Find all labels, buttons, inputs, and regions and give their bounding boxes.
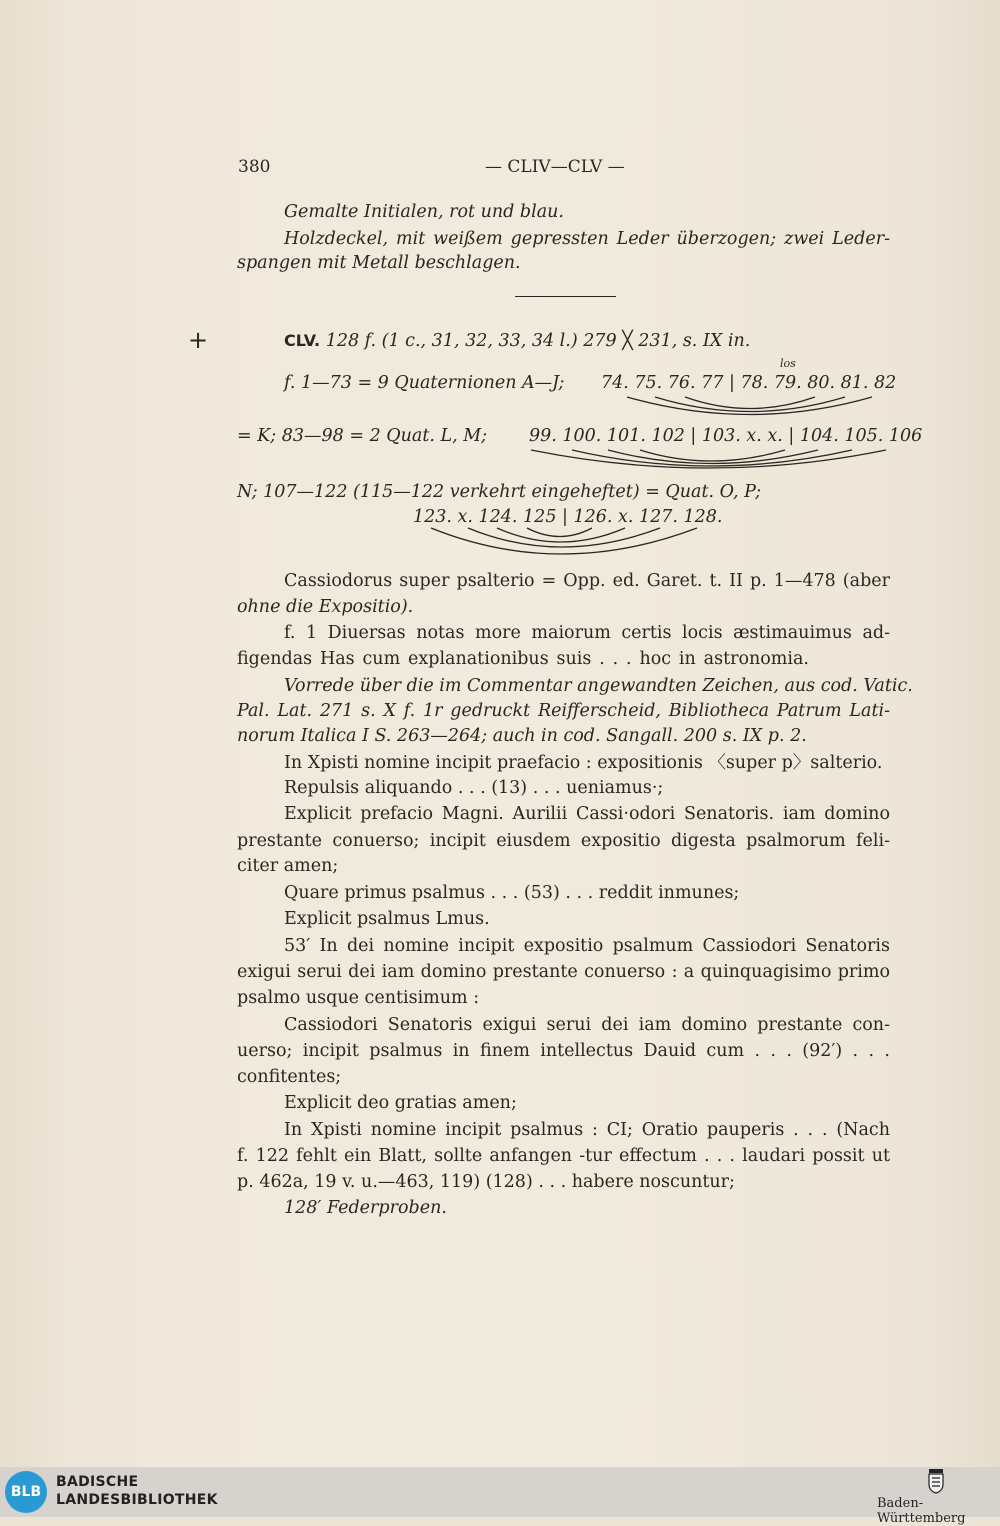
library-name-line-1: BADISCHE xyxy=(56,1474,139,1490)
body-line-20: confitentes; xyxy=(237,1067,342,1087)
entry-description: 128 f. (1 c., 31, 32, 33, 34 l.) 279 ╳ 231, s. IX in. xyxy=(325,331,751,351)
body-line-08: In Xpisti nomine incipit praefacio : expositionis 〈super p〉salterio. xyxy=(284,753,883,773)
body-line-13: Quare primus psalmus . . . (53) . . . reddit inmunes; xyxy=(284,883,740,903)
body-line-07: norum Italica I S. 263—264; auch in cod. Sangall. 200 s. IX p. 2. xyxy=(237,726,807,746)
state-label: Baden-Württemberg xyxy=(877,1496,966,1526)
blb-logo[interactable]: BLB xyxy=(5,1471,47,1513)
body-line-16: exigui serui dei iam domino prestante conuerso : a quinquagisimo primo xyxy=(237,962,890,982)
body-line-19: uerso; incipit psalmus in finem intellectus Dauid cum . . . (92′) . . . xyxy=(237,1041,890,1061)
quire-line-2-left: = K; 83—98 = 2 Quat. L, M; xyxy=(237,426,488,446)
body-line-09: Repulsis aliquando . . . (13) . . . ueniamus·; xyxy=(284,778,664,798)
running-title: — CLIV—CLV — xyxy=(485,157,625,177)
body-line-17: psalmo usque centisimum : xyxy=(237,988,480,1008)
bracket-2-inner xyxy=(640,450,785,461)
body-line-14: Explicit psalmus Lmus. xyxy=(284,909,490,929)
quire-line-2-right: 99. 100. 101. 102 | 103. x. x. | 104. 105. 106 xyxy=(529,426,923,446)
body-line-18: Cassiodori Senatoris exigui serui dei iam domino prestante con- xyxy=(284,1015,890,1035)
quire-line-3: N; 107—122 (115—122 verkehrt eingeheftet) = Quat. O, P; xyxy=(237,482,762,502)
quire-line-1-right: 74. 75. 76. 77 | 78. 79. 80. 81. 82 xyxy=(601,373,897,393)
body-line-12: citer amen; xyxy=(237,856,339,876)
body-line-25: 128′ Federproben. xyxy=(284,1198,447,1218)
coat-of-arms-icon xyxy=(926,1467,946,1495)
body-line-23: f. 122 fehlt ein Blatt, sollte anfangen -tur effectum . . . laudari possit ut xyxy=(237,1146,890,1166)
body-line-02: ohne die Expositio). xyxy=(237,597,414,617)
body-line-10: Explicit prefacio Magni. Aurilii Cassi·odori Senatoris. iam domino xyxy=(284,804,890,824)
body-line-15: 53′ In dei nomine incipit expositio psalmum Cassiodori Senatoris xyxy=(284,936,890,956)
preceding-line-1: Gemalte Initialen, rot und blau. xyxy=(284,202,564,222)
quire-superscript: los xyxy=(780,357,796,370)
body-line-03: f. 1 Diuersas notas more maiorum certis locis æstimauimus ad- xyxy=(284,623,890,643)
quire-line-1-left: f. 1—73 = 9 Quaternionen A—J; xyxy=(284,373,565,393)
preceding-line-3: spangen mit Metall beschlagen. xyxy=(237,253,521,273)
preceding-line-2: Holzdeckel, mit weißem gepressten Leder überzogen; zwei Leder- xyxy=(284,229,890,249)
quire-brackets xyxy=(0,0,1000,600)
body-line-11: prestante conuerso; incipit eiusdem expositio digesta psalmorum feli- xyxy=(237,831,890,851)
margin-mark: + xyxy=(188,326,209,354)
body-line-21: Explicit deo gratias amen; xyxy=(284,1093,517,1113)
body-line-24: p. 462a, 19 v. u.—463, 119) (128) . . . habere noscuntur; xyxy=(237,1172,735,1192)
bracket-3-inner xyxy=(527,528,592,537)
page-number: 380 xyxy=(238,157,271,177)
bracket-3-3 xyxy=(497,528,625,542)
body-line-22: In Xpisti nomine incipit psalmus : CI; Oratio pauperis . . . (Nach xyxy=(284,1120,890,1140)
bracket-1-inner xyxy=(685,397,815,409)
quire-line-4: 123. x. 124. 125 | 126. x. 127. 128. xyxy=(413,507,723,527)
bracket-3-outer xyxy=(431,528,697,554)
body-line-04: figendas Has cum explanationibus suis . . . hoc in astronomia. xyxy=(237,649,809,669)
body-line-05: Vorrede über die im Commentar angewandten Zeichen, aus cod. Vatic. xyxy=(284,676,913,696)
body-line-01: Cassiodorus super psalterio = Opp. ed. Garet. t. II p. 1—478 (aber xyxy=(284,571,890,591)
bracket-3-2 xyxy=(468,528,660,547)
entry-siglum: CLV. xyxy=(284,331,321,350)
body-line-06: Pal. Lat. 271 s. X f. 1r gedruckt Reifferscheid, Bibliotheca Patrum Lati- xyxy=(237,701,890,721)
library-name-line-2: LANDESBIBLIOTHEK xyxy=(56,1492,218,1508)
